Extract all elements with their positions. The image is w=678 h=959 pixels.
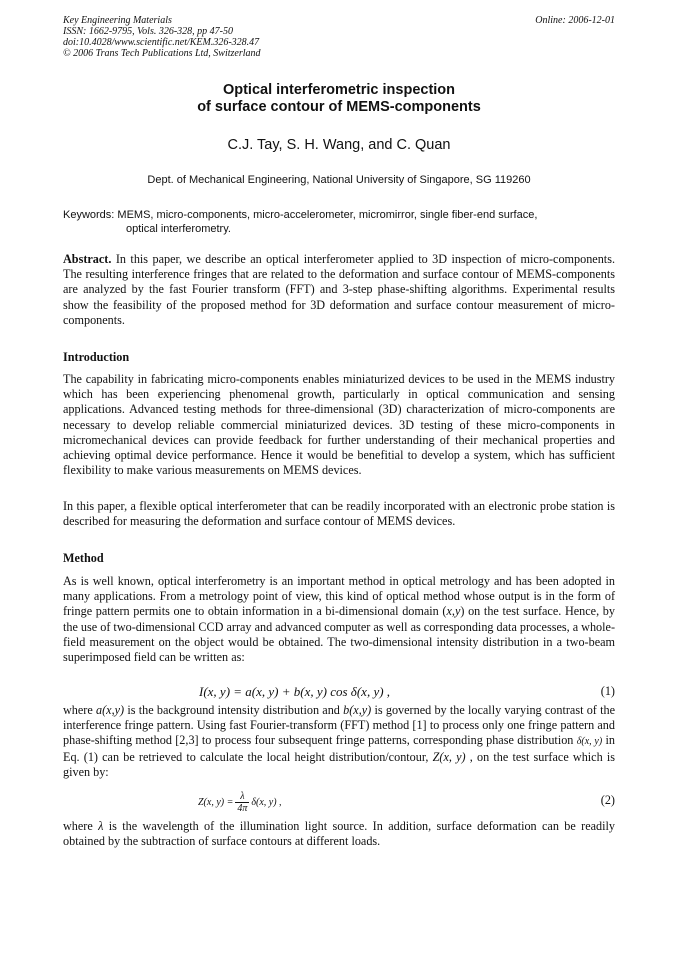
method-paragraph-1 (63, 574, 615, 665)
equation-1 (63, 684, 615, 702)
equation-2-numerator: λ (235, 791, 249, 803)
affiliation: Dept. of Mechanical Engineering, National University of Singapore, SG 119260 (147, 174, 531, 186)
equation-1-body: I(x, y) = a(x, y) + b(x, y) cos δ(x, y) , (199, 684, 391, 699)
introduction-paragraph-1: The capability in fabricating micro-components enables miniaturized devices to be used in the MEMS industry which has been experiencing phenomenal growth, particularly in optical communication and sensing applications. Advanced testing methods for three-dimensional (3D) characterization of micro-components are necessary to develop reliable commercial miniaturized devices. 3D testing of these micro-components in micromechanical devices can provide feedback for further understanding of their mechanical properties and achieving optimal device performance. Hence it would be benefitial to develop a system, which has sufficient flexibility to make various measurements on MEMS devices. (63, 372, 615, 478)
method-p2-text-e: , on the test surface which is given by: (63, 749, 615, 779)
method-p2-bxy: b(x,y) (343, 703, 372, 717)
keywords-line-1: MEMS, micro-components, micro-accelerometer, micromirror, single fiber-end surface, (117, 209, 538, 221)
abstract-label: Abstract. (63, 252, 112, 266)
method-heading: Method (63, 551, 104, 565)
method-p1-text-a: As is well known, optical interferometry is an important method in optical metrology and has been adopted in many applications. From a metrology point of view, this kind of optical method whose output is in the form of fringe pattern permits one to obtain information in a bi-dimensional domain ( (63, 574, 615, 619)
introduction-paragraph-2: In this paper, a flexible optical interferometer that can be readily incorporated with an electronic probe station is described for measuring the deformation and surface contour of MEMS devices. (63, 499, 615, 529)
title-line-2: of surface contour of MEMS-components (197, 99, 481, 115)
equation-2-fraction (235, 791, 249, 814)
method-p2-delta: δ(x, y) (576, 736, 603, 748)
method-p2-text-a: where (63, 703, 97, 717)
doi-line: doi:10.4028/www.scientific.net/KEM.326-328.47 (63, 37, 260, 48)
equation-1-number: (1) (600, 684, 615, 698)
equation-2-number: (2) (600, 793, 615, 807)
equation-2-denominator: 4π (237, 803, 248, 814)
method-p1-xy: x,y (446, 604, 461, 619)
method-p2-text-c: is governed by the locally varying contrast of the interference fringe pattern. Using fast Fourier-transform (FFT) method [1] to process only one fringe pattern and phase-shifting method [2,3] to process four subsequent fringe patterns, corresponding phase distribution (63, 703, 616, 748)
online-date: Online: 2006-12-01 (535, 15, 615, 26)
equation-2-body (198, 791, 282, 814)
method-p2-text-b: is the background intensity distribution and (124, 703, 344, 717)
method-p3-text-a: where (63, 819, 99, 833)
abstract-text: In this paper, we describe an optical interferometer applied to 3D inspection of micro-components. The resulting interference fringes that are related to the deformation and surface contour of MEMS-components are analyzed by the fast Fourier transform (FFT) and 3-step phase-shifting algorithms. Experimental results show the feasibility of the proposed method for 3D deformation and surface contour measurement of micro-components. (63, 252, 615, 327)
method-p1-text-b: ) on the test surface. Hence, by the use of two-dimensional CCD array and advanced computer as well as corresponding data processes, a whole-field measurement on the object would be obtained. The two-dimensional intensity distribution in a two-beam superimposed field can be written as: (63, 604, 615, 665)
paper-title (63, 82, 615, 116)
method-p2-text-d: in Eq. (1) can be retrieved to calculate the local height distribution/contour, (63, 733, 616, 764)
copyright-line: © 2006 Trans Tech Publications Ltd, Switzerland (63, 48, 261, 59)
method-p2-axy: a(x,y) (96, 703, 125, 717)
method-p3-text-b: is the wavelength of the illumination light source. In addition, surface deformation can be readily obtained by the subtraction of surface contours at different loads. (63, 819, 615, 849)
abstract (63, 252, 615, 328)
journal-header (63, 15, 615, 59)
journal-name: Key Engineering Materials (63, 15, 172, 26)
method-p2-z: Z(x, y) (432, 749, 466, 764)
keywords-line-2: optical interferometry. (126, 223, 231, 235)
title-line-1: Optical interferometric inspection (222, 82, 456, 98)
issn-line: ISSN: 1662-9795, Vols. 326-328, pp 47-50 (63, 26, 233, 37)
equation-2 (63, 789, 615, 815)
method-paragraph-2 (63, 703, 615, 780)
keywords (63, 208, 615, 236)
equation-2-lhs: Z(x, y) = (198, 796, 234, 808)
introduction-heading: Introduction (63, 350, 130, 364)
method-paragraph-3 (63, 819, 615, 849)
keywords-label: Keywords: (63, 209, 118, 221)
method-p3-lambda: λ (98, 819, 104, 833)
equation-2-rhs: δ(x, y) , (251, 796, 282, 808)
authors: C.J. Tay, S. H. Wang, and C. Quan (227, 137, 451, 153)
